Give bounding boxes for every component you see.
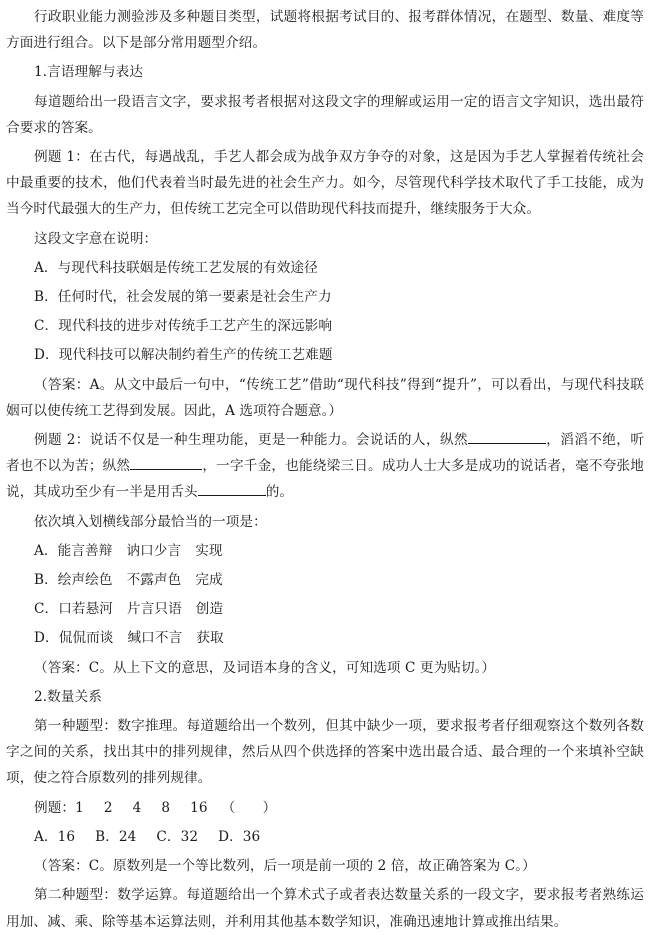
fill-blank-1 <box>468 429 546 444</box>
intro-paragraph: 行政职业能力测验涉及多种题目类型，试题将根据考试目的、报考群体情况，在题型、数量、难度等方面进行组合。以下是部分常用题型介绍。 <box>6 9 644 52</box>
option-word: 不露声色 <box>126 572 182 589</box>
example1-answer: （答案：A。从文中最后一句中，“传统工艺”借助“现代科技”得到“提升”，可以看出，与现代科技联姻可以使传统工艺得到发展。因此，A 选项符合题意。） <box>6 376 644 419</box>
section2-heading: 2.数量关系 <box>34 688 102 705</box>
option-word: 口若悬河 <box>58 601 113 618</box>
fill-blank-3 <box>198 481 266 496</box>
section1-description: 每道题给出一段语言文字，要求报考者根据对这段文字的理解或运用一定的语言文字知识，选出最符合要求的答案。 <box>6 93 644 136</box>
section2-example <box>6 795 644 821</box>
option-d: D．36 <box>218 828 261 845</box>
option-word: 讷口少言 <box>126 542 182 559</box>
sequence-item: 1 <box>75 799 84 816</box>
example2-part4: 的。 <box>265 484 294 501</box>
example-label: 例题： <box>34 799 76 816</box>
example2-part1: 例题 2：说话不仅是一种生理功能，更是一种能力。会说话的人，纵然 <box>34 432 468 449</box>
example2-text <box>6 427 644 506</box>
sequence-item: 16 <box>190 799 208 816</box>
example1-option-c: C．现代科技的进步对传统手工艺产生的深远影响 <box>34 318 333 335</box>
option-letter: B． <box>34 572 58 589</box>
example2-option-c <box>6 596 644 622</box>
sequence-item: 2 <box>103 799 113 816</box>
example1-question: 这段文字意在说明： <box>34 230 158 247</box>
option-word: 片言只语 <box>126 601 182 618</box>
example1-option-b: B．任何时代，社会发展的第一要素是社会生产力 <box>34 289 332 306</box>
option-word: 实现 <box>195 542 223 559</box>
example2-option-b <box>6 567 644 593</box>
option-word: 获取 <box>196 630 224 647</box>
section1-heading: 1.言语理解与表达 <box>34 64 144 81</box>
option-c: C．32 <box>156 828 199 845</box>
option-letter: C． <box>34 601 59 618</box>
fill-blank-2 <box>130 455 202 470</box>
example2-question: 依次填入划横线部分最恰当的一项是： <box>34 513 267 530</box>
option-word: 完成 <box>195 572 223 589</box>
section2-type1: 第一种题型：数字推理。每道题给出一个数列，但其中缺少一项，要求报考者仔细观察这个数列各数字之间的关系，找出其中的排列规律，然后从四个供选择的答案中选出最合适、最合理的一个来填补空缺项，使之符合原数列的排列规律。 <box>6 718 644 787</box>
option-word: 创造 <box>195 601 224 618</box>
section2-options <box>6 824 644 850</box>
section2-answer: （答案：C。原数列是一个等比数列，后一项是前一项的 2 倍，故正确答案为 C。） <box>34 858 536 875</box>
sequence-item: 8 <box>161 799 171 816</box>
sequence-item: 4 <box>132 799 142 816</box>
option-word: 缄口不言 <box>127 630 183 647</box>
example1-option-a: A．与现代科技联姻是传统工艺发展的有效途径 <box>34 259 318 276</box>
option-b: B．24 <box>95 828 137 845</box>
option-word: 侃侃而谈 <box>58 630 114 647</box>
example2-part2: ，滔滔不绝，听者也不以为苦；纵然 <box>6 432 645 475</box>
example2-answer: （答案：C。从上下文的意思，及词语本身的含义，可知选项 C 更为贴切。） <box>34 659 496 676</box>
example2-part3: ，一字千金，也能绕梁三日。成功人士大多是成功的说话者，毫不夸张地说，其成功至少有一半是用舌头 <box>6 458 644 501</box>
section2-type2: 第二种题型：数学运算。每道题给出一个算术式子或者表达数量关系的一段文字，要求报考者熟练运用加、减、乘、除等基本运算法则，并利用其他基本数学知识，准确迅速地计算或推出结果。 <box>6 887 644 930</box>
example2-option-a <box>6 538 644 564</box>
option-word: 绘声绘色 <box>57 572 113 589</box>
sequence-item: （ ） <box>221 799 277 816</box>
example1-text: 例题 1：在古代，每遇战乱，手艺人都会成为战争双方争夺的对象，这是因为手艺人掌握着传统社会中最重要的技术，他们代表着当时最先进的社会生产力。如今，尽管现代科学技术取代了手工技能，成为当今时代最强大的生产力，但传统工艺完全可以借助现代科技而提升，继续服务于大众。 <box>6 149 644 218</box>
option-word: 能言善辩 <box>57 542 113 559</box>
option-letter: D． <box>34 630 59 647</box>
option-letter: A． <box>34 542 58 559</box>
example1-option-d: D．现代科技可以解决制约着生产的传统工艺难题 <box>34 347 333 364</box>
option-a: A．16 <box>34 828 76 845</box>
example2-option-d <box>6 625 644 651</box>
